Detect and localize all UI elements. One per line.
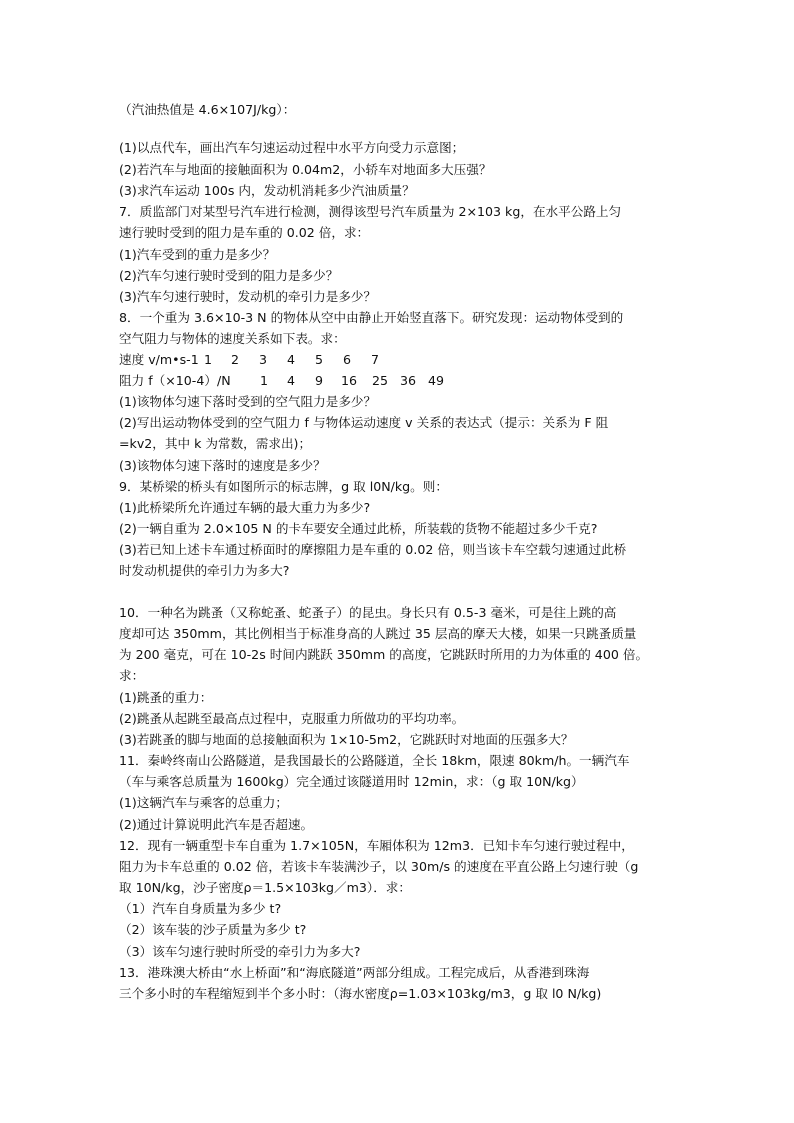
table-row-label: 速度 v/m•s-1 bbox=[119, 352, 199, 367]
text-line: (2)汽车匀速行驶时受到的阻力是多少？ bbox=[119, 268, 339, 283]
table-cell: 1 bbox=[204, 352, 213, 367]
table-cell: 1 bbox=[260, 373, 269, 388]
text-line: （1）汽车自身质量为多少 t? bbox=[119, 901, 282, 916]
text-line: (1)这辆汽车与乘客的总重力； bbox=[119, 795, 288, 810]
text-line: (3)该物体匀速下落时的速度是多少？ bbox=[119, 458, 326, 473]
text-line: (1)汽车受到的重力是多少？ bbox=[119, 247, 276, 262]
table-cell: 3 bbox=[259, 352, 268, 367]
text-line: (3)若跳蚤的脚与地面的总接触面积为 1×10-5m2，它跳跃时对地面的压强多大？ bbox=[119, 732, 574, 747]
text-line: （2）该车装的沙子质量为多少 t? bbox=[119, 922, 307, 937]
text-line: （车与乘客总质量为 1600kg）完全通过该隧道用时 12min，求：（g 取 10N/kg） bbox=[119, 774, 584, 789]
text-line: (1)跳蚤的重力： bbox=[119, 690, 213, 705]
question-10-line: 10．一种名为跳蚤（又称蛇蚤、蛇蚤子）的昆虫。身长只有 0.5-3 毫米，可是往上跳的高 bbox=[119, 605, 617, 620]
text-line: (2)若汽车与地面的接触面积为 0.04m2，小轿车对地面多大压强？ bbox=[119, 162, 492, 177]
text-line: （3）该车匀速行驶时所受的牵引力为多大? bbox=[119, 944, 361, 959]
table-cell: 9 bbox=[315, 373, 324, 388]
text-line: 空气阻力与物体的速度关系如下表。求： bbox=[119, 331, 346, 346]
table-cell: 6 bbox=[343, 352, 352, 367]
table-row-resistance bbox=[119, 371, 459, 390]
text-line: (2)跳蚤从起跳至最高点过程中，克服重力所做功的平均功率。 bbox=[119, 711, 465, 726]
text-line: (3)汽车匀速行驶时，发动机的牵引力是多少？ bbox=[119, 289, 377, 304]
text-line: (3)若已知上述卡车通过桥面时的摩擦阻力是车重的 0.02 倍，则当该卡车空载匀速通过此桥 bbox=[119, 542, 627, 557]
text-line: 度却可达 350mm，其比例相当于标准身高的人跳过 35 层高的摩天大楼，如果一只跳蚤质量 bbox=[119, 626, 637, 641]
text-line: (1)此桥梁所允许通过车辆的最大重力为多少? bbox=[119, 500, 371, 515]
text-line: (1)该物体匀速下落时受到的空气阻力是多少？ bbox=[119, 394, 377, 409]
question-13-line: 13．港珠澳大桥由“水上桥面”和“海底隧道”两部分组成。工程完成后，从香港到珠海 bbox=[119, 965, 590, 980]
text-line: =kv2，其中 k 为常数，需求出)； bbox=[119, 436, 312, 451]
text-line: (2)通过计算说明此汽车是否超速。 bbox=[119, 817, 314, 832]
table-cell: 25 bbox=[372, 373, 389, 388]
table-cell: 16 bbox=[341, 373, 358, 388]
text-line: 三个多小时的车程缩短到半个多小时：（海水密度ρ=1.03×103kg/m3，g 取 l0 N/kg) bbox=[119, 986, 602, 1001]
table-cell: 4 bbox=[287, 352, 296, 367]
question-9-line: 9．某桥梁的桥头有如图所示的标志牌，g 取 l0N/kg。则： bbox=[119, 479, 448, 494]
text-line: (1)以点代车，画出汽车匀速运动过程中水平方向受力示意图； bbox=[119, 140, 465, 155]
table-cell: 49 bbox=[428, 373, 445, 388]
question-12-line: 12．现有一辆重型卡车自重为 1.7×105N，车厢体积为 12m3．已知卡车匀速行驶过程中， bbox=[119, 838, 634, 853]
text-line: 为 200 毫克，可在 10-2s 时间内跳跃 350mm 的高度，它跳跃时所用的力为体重的 400 倍。 bbox=[119, 647, 649, 662]
table-cell: 4 bbox=[287, 373, 296, 388]
text-line: （汽油热值是 4.6×107J/kg）： bbox=[119, 102, 296, 117]
table-cell: 36 bbox=[400, 373, 417, 388]
table-row-label: 阻力 f（×10-4）/N bbox=[119, 373, 231, 388]
table-cell: 5 bbox=[315, 352, 324, 367]
question-11-line: 11．秦岭终南山公路隧道，是我国最长的公路隧道，全长 18km，限速 80km/h。一辆汽车 bbox=[119, 753, 630, 768]
table-row-speed bbox=[119, 350, 459, 369]
question-7-line: 7．质监部门对某型号汽车进行检测，测得该型号汽车质量为 2×103 kg，在水平公路上匀 bbox=[119, 204, 622, 219]
text-line: 时发动机提供的牵引力为多大? bbox=[119, 563, 290, 578]
text-line: 速行驶时受到的阻力是车重的 0.02 倍，求： bbox=[119, 225, 370, 240]
text-line: (3)求汽车运动 100s 内，发动机消耗多少汽油质量？ bbox=[119, 183, 415, 198]
table-cell: 2 bbox=[231, 352, 240, 367]
table-cell: 7 bbox=[371, 352, 380, 367]
text-line: 取 10N/kg，沙子密度ρ＝1.5×103kg／m3）．求： bbox=[119, 880, 411, 895]
text-line: (2)一辆自重为 2.0×105 N 的卡车要安全通过此桥，所装载的货物不能超过多少千克? bbox=[119, 521, 598, 536]
question-8-line: 8．一个重为 3.6×10-3 N 的物体从空中由静止开始竖直落下。研究发现：运动物体受到的 bbox=[119, 310, 624, 325]
text-line: 求： bbox=[119, 668, 145, 683]
text-line: (2)写出运动物体受到的空气阻力 f 与物体运动速度 v 关系的表达式（提示：关系为 F 阻 bbox=[119, 415, 609, 430]
text-line: 阻力为卡车总重的 0.02 倍，若该卡车装满沙子，以 30m/s 的速度在平直公路上匀速行驶（g bbox=[119, 859, 639, 874]
